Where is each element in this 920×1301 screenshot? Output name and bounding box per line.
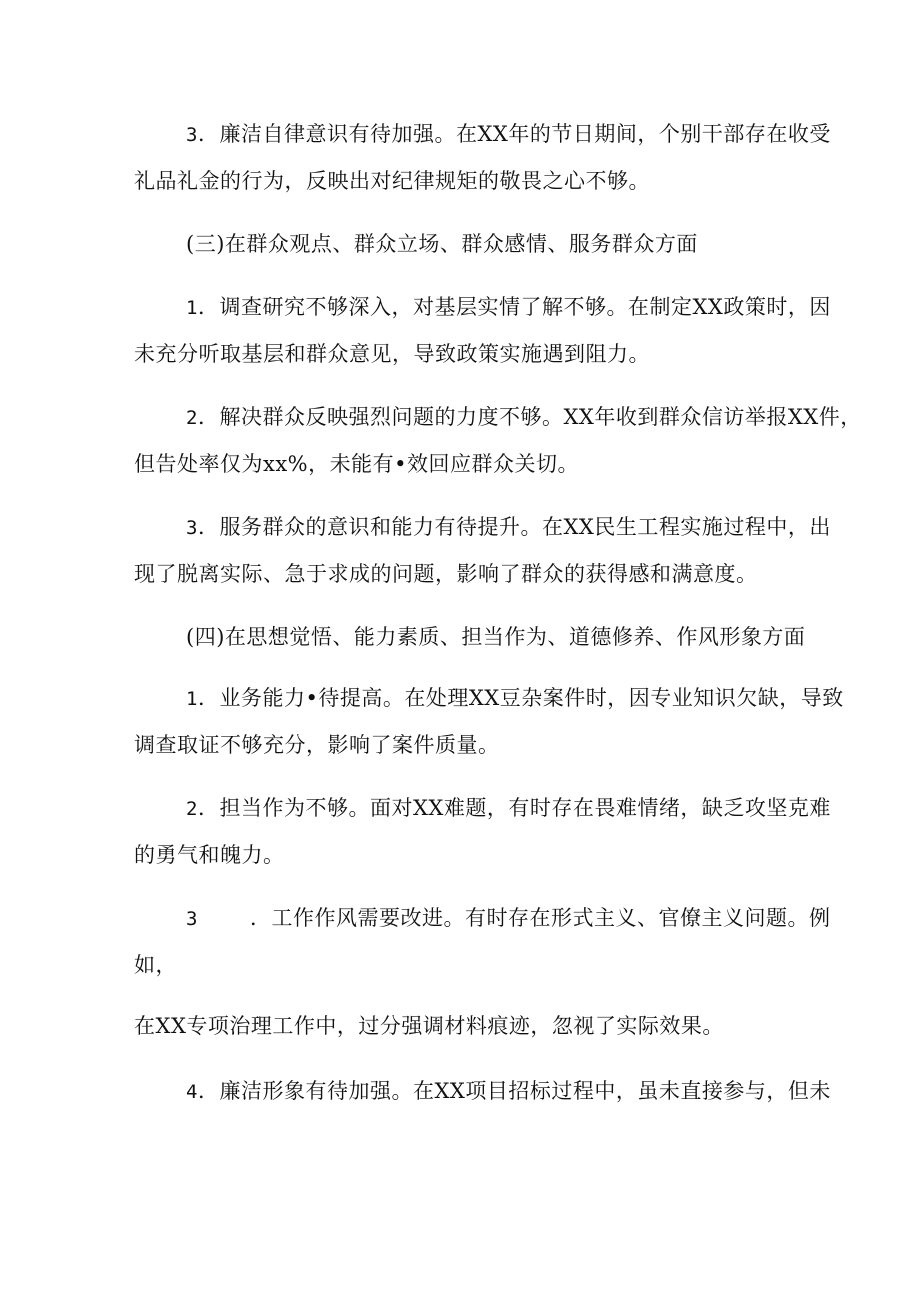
paragraph-4-3-line-1 — [186, 903, 830, 934]
line-text: 未充分听取基层和群众意见，导致政策实施遇到阻力。 — [134, 342, 650, 366]
paragraph-2-line-1 — [186, 402, 862, 433]
line-text: 礼品礼金的行为，反映出对纪律规矩的敬畏之心不够。 — [134, 169, 650, 193]
paragraph-3-line-2 — [134, 166, 650, 196]
line-text: ．廉洁形象有待加强。在XX项目招标过程中，虽未直接参与，但未 — [197, 1079, 831, 1103]
item-number: 2 — [186, 407, 198, 429]
paragraph-4-1-line-1 — [186, 683, 844, 714]
line-text: 的勇气和魄力。 — [134, 843, 285, 867]
paragraph-1-line-2 — [134, 339, 650, 369]
item-number: 3 — [186, 517, 198, 539]
line-text: ．业务能力•待提高。在处理XX豆杂案件时，因专业知识欠缺，导致 — [197, 686, 844, 710]
line-text: ．服务群众的意识和能力有待提升。在XX民生工程实施过程中，出 — [197, 515, 831, 539]
item-number: 1 — [186, 297, 198, 319]
line-text: ．工作作风需要改进。有时存在形式主义、官僚主义问题。例 — [249, 906, 831, 930]
item-number: 3 — [186, 124, 198, 146]
paragraph-3-line-1 — [186, 119, 831, 150]
paragraph-4-4-line-1 — [186, 1076, 831, 1107]
paragraph-1-line-1 — [186, 292, 831, 323]
line-text: 在XX专项治理工作中，过分强调材料痕迹，忽视了实际效果。 — [134, 1014, 724, 1038]
line-text: ．解决群众反映强烈问题的力度不够。XX年收到群众信访举报XX件， — [197, 405, 862, 429]
paragraph-4-1-line-2 — [134, 730, 500, 760]
line-text: 如， — [134, 953, 177, 977]
paragraph-3b-line-2 — [134, 559, 758, 589]
paragraph-4-3-line-3 — [134, 1011, 724, 1041]
section-heading-4 — [186, 622, 805, 652]
item-number: 2 — [186, 798, 198, 820]
line-text: ．廉洁自律意识有待加强。在XX年的节日期间，个别干部存在收受 — [197, 122, 831, 146]
paragraph-4-2-line-2 — [134, 840, 285, 870]
item-number: 3 — [186, 908, 198, 930]
paragraph-2-line-2 — [134, 449, 579, 479]
line-text: ．担当作为不够。面对XX难题，有时存在畏难情绪，缺乏攻坚克难 — [197, 796, 831, 820]
item-number: 4 — [186, 1081, 198, 1103]
line-text: ．调查研究不够深入，对基层实情了解不够。在制定XX政策时，因 — [197, 295, 831, 319]
heading-text: (三)在群众观点、群众立场、群众感情、服务群众方面 — [186, 232, 698, 256]
heading-text: (四)在思想觉悟、能力素质、担当作为、道德修养、作风形象方面 — [186, 625, 806, 649]
paragraph-4-2-line-1 — [186, 793, 831, 824]
section-heading-3 — [186, 229, 698, 259]
line-text: 但告处率仅为xx%，未能有•效回应群众关切。 — [134, 452, 580, 476]
item-number: 1 — [186, 688, 198, 710]
line-text: 调查取证不够充分，影响了案件质量。 — [134, 733, 500, 757]
line-text: 现了脱离实际、急于求成的问题，影响了群众的获得感和满意度。 — [134, 562, 758, 586]
paragraph-4-3-line-2 — [134, 950, 177, 980]
paragraph-3b-line-1 — [186, 512, 831, 543]
